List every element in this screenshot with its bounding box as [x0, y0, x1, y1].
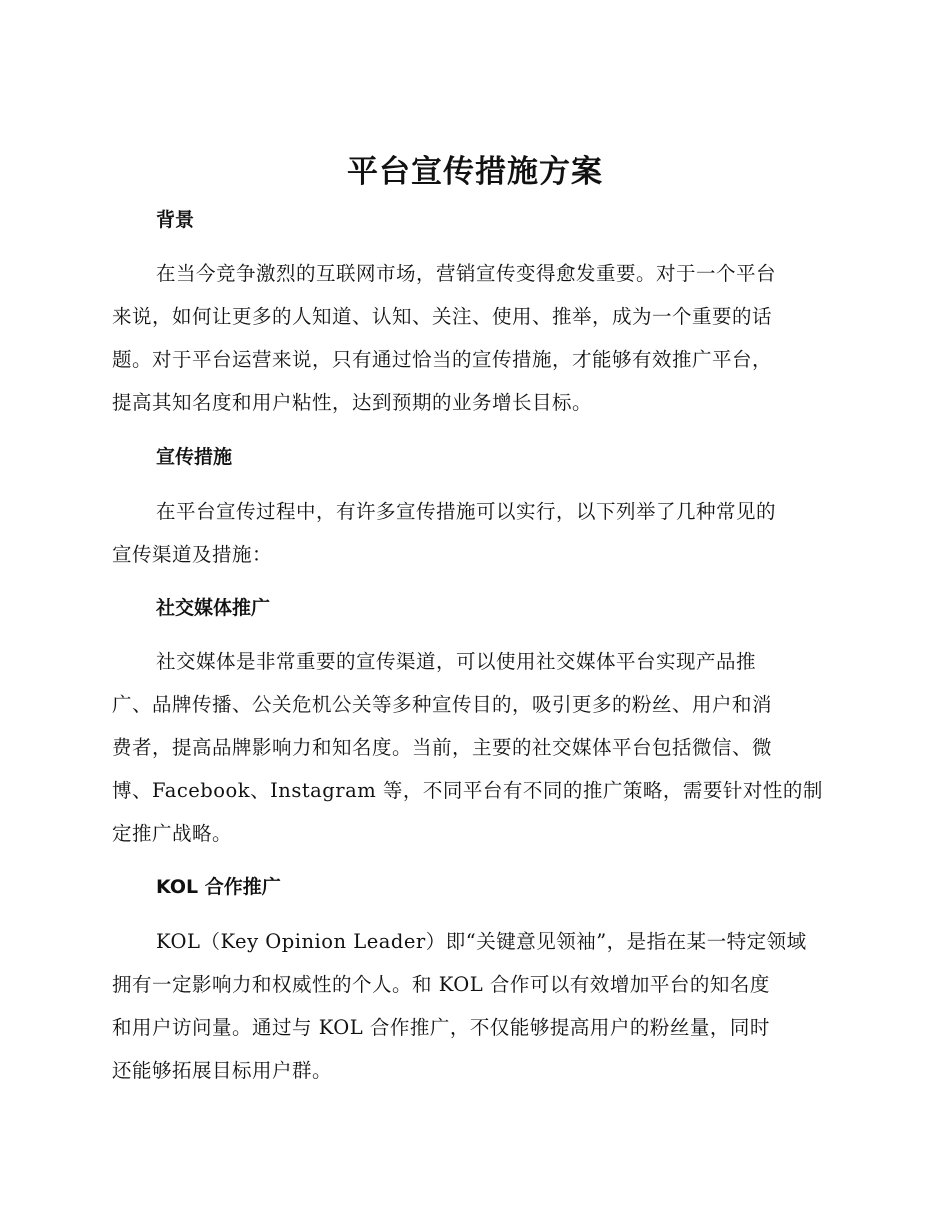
document-title: 平台宣传措施方案 — [347, 154, 603, 190]
paragraph-line: 题。对于平台运营来说，只有通过恰当的宣传措施，才能够有效推广平台， — [112, 348, 773, 371]
paragraph-line: 社交媒体是非常重要的宣传渠道，可以使用社交媒体平台实现产品推 — [156, 650, 757, 673]
section-heading-social-media: 社交媒体推广 — [156, 597, 271, 619]
paragraph-line: 和用户访问量。通过与 KOL 合作推广，不仅能够提高用户的粉丝量，同时 — [112, 1016, 770, 1039]
paragraph-line: 定推广战略。 — [112, 822, 233, 845]
paragraph-line: 费者，提高品牌影响力和知名度。当前，主要的社交媒体平台包括微信、微 — [112, 736, 773, 759]
paragraph-line: 在平台宣传过程中，有许多宣传措施可以实行，以下列举了几种常见的 — [156, 500, 777, 523]
paragraph-line: 提高其知名度和用户粘性，达到预期的业务增长目标。 — [112, 391, 593, 414]
paragraph-line: KOL（Key Opinion Leader）即“关键意见领袖”，是指在某一特定领域 — [156, 930, 807, 953]
paragraph-background — [112, 252, 832, 424]
paragraph-measures — [112, 490, 832, 576]
paragraph-line: 广、品牌传播、公关危机公关等多种宣传目的，吸引更多的粉丝、用户和消 — [112, 693, 773, 716]
paragraph-line: 还能够拓展目标用户群。 — [112, 1059, 333, 1082]
section-heading-kol: KOL 合作推广 — [156, 876, 281, 898]
paragraph-line: 拥有一定影响力和权威性的个人。和 KOL 合作可以有效增加平台的知名度 — [112, 973, 770, 996]
paragraph-social-media — [112, 640, 832, 855]
paragraph-line: 宣传渠道及措施： — [112, 543, 273, 566]
paragraph-line: 在当今竞争激烈的互联网市场，营销宣传变得愈发重要。对于一个平台 — [156, 262, 777, 285]
paragraph-line: 来说，如何让更多的人知道、认知、关注、使用、推举，成为一个重要的话 — [112, 305, 773, 328]
paragraph-kol — [112, 920, 832, 1092]
section-heading-background: 背景 — [156, 209, 195, 231]
paragraph-line: 博、Facebook、Instagram 等，不同平台有不同的推广策略，需要针对性的制 — [112, 779, 823, 802]
section-heading-measures: 宣传措施 — [156, 446, 233, 468]
